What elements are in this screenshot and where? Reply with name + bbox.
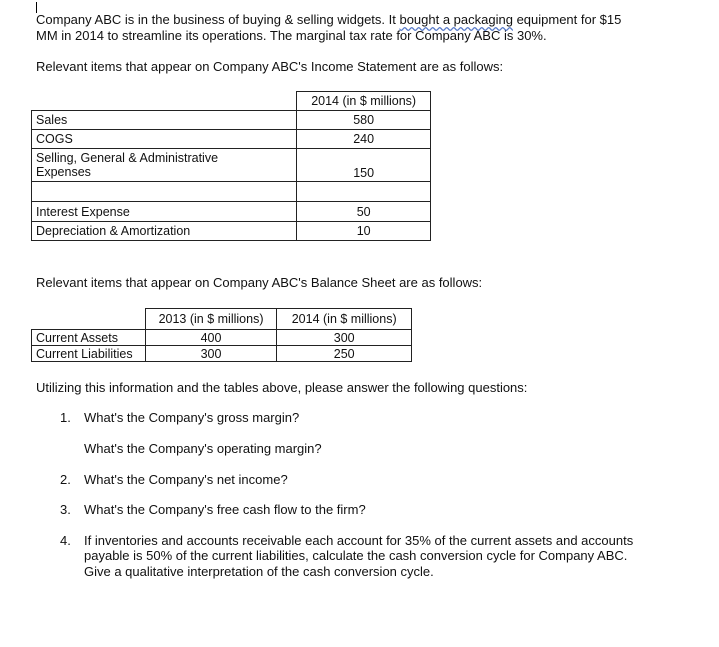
table-row-empty xyxy=(32,182,431,202)
income-statement-table xyxy=(31,91,431,241)
column-header-2013: 2013 (in $ millions) xyxy=(145,309,277,330)
empty-header-cell xyxy=(32,92,297,111)
column-header-2014: 2014 (in $ millions) xyxy=(277,309,412,330)
row-value-empty xyxy=(297,182,431,202)
row-value-ca-2013: 400 xyxy=(145,330,277,346)
table-row xyxy=(32,149,431,182)
intro-line-2: MM in 2014 to streamline its operations. The marginal tax rate for Company ABC is 30%. xyxy=(36,28,547,43)
question-text-line-1: If inventories and accounts receivable each account for 35% of the current assets and accounts xyxy=(84,533,634,548)
question-number: 2. xyxy=(60,472,71,487)
row-label-sales: Sales xyxy=(32,111,297,130)
question-number: 3. xyxy=(60,502,71,517)
row-value-interest: 50 xyxy=(297,202,431,222)
table-row xyxy=(32,130,431,149)
table-row xyxy=(32,202,431,222)
table-row xyxy=(32,222,431,241)
table-row xyxy=(32,346,412,362)
row-label-current-liabilities: Current Liabilities xyxy=(32,346,146,362)
table-row xyxy=(32,330,412,346)
question-number: 4. xyxy=(60,533,71,548)
question-text: What's the Company's operating margin? xyxy=(84,441,322,456)
income-statement-intro: Relevant items that appear on Company ABC's Income Statement are as follows: xyxy=(36,59,504,74)
column-header-2014: 2014 (in $ millions) xyxy=(297,92,431,111)
row-value-sales: 580 xyxy=(297,111,431,130)
row-value-sga: 150 xyxy=(297,149,431,182)
row-label-current-assets: Current Assets xyxy=(32,330,146,346)
intro-paragraph xyxy=(36,12,621,44)
table-header-row xyxy=(32,92,431,111)
question-text-line-3: Give a qualitative interpretation of the cash conversion cycle. xyxy=(84,564,434,579)
row-label-da: Depreciation & Amortization xyxy=(32,222,297,241)
table-header-row xyxy=(32,309,412,330)
row-value-ca-2014: 300 xyxy=(277,330,412,346)
question-text: What's the Company's gross margin? xyxy=(84,410,300,425)
row-label-empty xyxy=(32,182,297,202)
balance-sheet-table xyxy=(31,308,412,362)
row-value-cl-2014: 250 xyxy=(277,346,412,362)
question-text: What's the Company's free cash flow to the firm? xyxy=(84,502,366,517)
row-value-cl-2013: 300 xyxy=(145,346,277,362)
row-label-sga: Selling, General & Administrative Expenses xyxy=(32,149,297,182)
row-label-interest: Interest Expense xyxy=(32,202,297,222)
row-label-cogs: COGS xyxy=(32,130,297,149)
questions-intro: Utilizing this information and the tables above, please answer the following questions: xyxy=(36,380,528,395)
question-text: What's the Company's net income? xyxy=(84,472,288,487)
empty-header-cell xyxy=(32,309,146,330)
row-value-da: 10 xyxy=(297,222,431,241)
balance-sheet-intro: Relevant items that appear on Company ABC's Balance Sheet are as follows: xyxy=(36,275,483,290)
question-text-line-2: payable is 50% of the current liabilities, calculate the cash conversion cycle for Company ABC. xyxy=(84,548,628,563)
intro-line-1: Company ABC is in the business of buying & selling widgets. It bought a packaging equipment for $15 xyxy=(36,12,622,27)
row-value-cogs: 240 xyxy=(297,130,431,149)
table-row xyxy=(32,111,431,130)
spellcheck-underlined-phrase: bought a packaging xyxy=(399,12,513,27)
question-number: 1. xyxy=(60,410,71,425)
